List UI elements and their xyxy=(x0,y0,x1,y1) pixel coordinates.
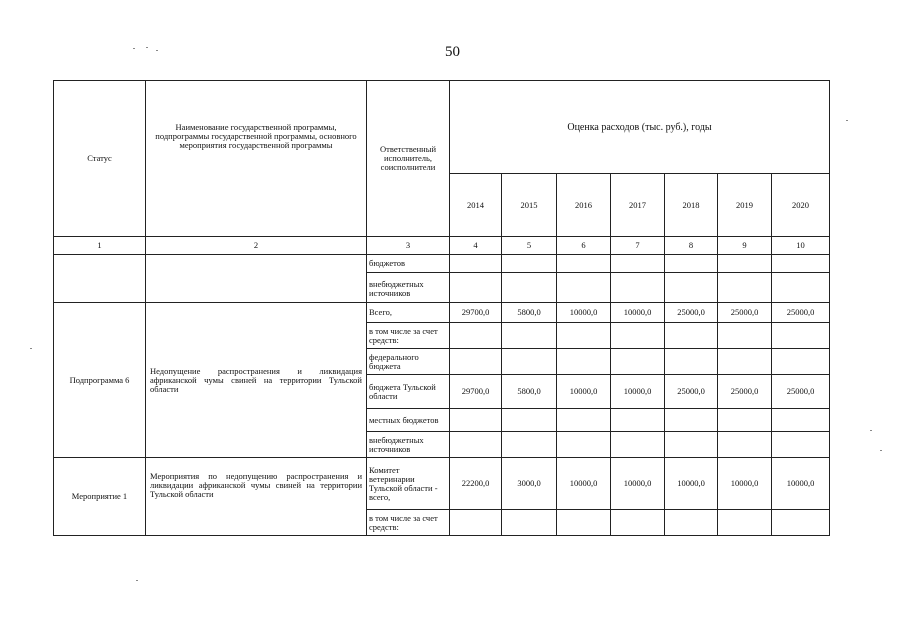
value-cell: 22200,0 xyxy=(450,458,502,510)
year-2015: 2015 xyxy=(502,174,557,237)
source-label: в том числе за счет средств: xyxy=(367,323,450,349)
value-cell: 10000,0 xyxy=(557,458,611,510)
header-name: Наименование государственной программы, подпрограммы государственной программы, основного мероприятия государственной программы xyxy=(146,81,367,237)
value-cell: 25000,0 xyxy=(718,303,772,323)
value-cell: 10000,0 xyxy=(611,375,665,409)
value-cell: 10000,0 xyxy=(557,375,611,409)
source-label: внебюджетных источников xyxy=(367,432,450,458)
value-cell: 25000,0 xyxy=(772,375,830,409)
value-cell: 5800,0 xyxy=(502,375,557,409)
scan-speck xyxy=(136,580,138,581)
status-subprogram-6: Подпрограмма 6 xyxy=(54,303,146,458)
source-label: Комитет ветеринарии Тульской области - всего, xyxy=(367,458,450,510)
source-label: внебюджетных источников xyxy=(367,273,450,303)
scan-speck xyxy=(846,120,848,121)
column-number: 5 xyxy=(502,237,557,255)
value-cell: 25000,0 xyxy=(772,303,830,323)
name-cell-empty xyxy=(146,255,367,303)
name-subprogram-6: Недопущение распространения и ликвидация африканской чумы свиней на территории Тульской области xyxy=(146,303,367,458)
header-costs: Оценка расходов (тыс. руб.), годы xyxy=(450,81,830,174)
year-2018: 2018 xyxy=(665,174,718,237)
value-cell: 3000,0 xyxy=(502,458,557,510)
scan-speck xyxy=(870,430,872,431)
source-label: Всего, xyxy=(367,303,450,323)
table-row xyxy=(54,255,830,273)
value-cell: 29700,0 xyxy=(450,375,502,409)
header-status: Статус xyxy=(54,81,146,237)
column-number: 1 xyxy=(54,237,146,255)
value-cell: 10000,0 xyxy=(718,458,772,510)
budget-table xyxy=(53,80,830,536)
column-number-row xyxy=(54,237,830,255)
column-number: 9 xyxy=(718,237,772,255)
name-event-1: Мероприятия по недопущению распространения и ликвидации африканской чумы свиней на территории Тульской области xyxy=(146,458,367,536)
column-number: 3 xyxy=(367,237,450,255)
table-row xyxy=(54,303,830,323)
value-cell: 10000,0 xyxy=(665,458,718,510)
status-event-1: Мероприятие 1 xyxy=(54,458,146,536)
column-number: 8 xyxy=(665,237,718,255)
value-cell: 25000,0 xyxy=(718,375,772,409)
value-cell: 10000,0 xyxy=(772,458,830,510)
value-cell: 25000,0 xyxy=(665,375,718,409)
scan-speck xyxy=(880,450,882,451)
value-cell: 29700,0 xyxy=(450,303,502,323)
year-2014: 2014 xyxy=(450,174,502,237)
year-2019: 2019 xyxy=(718,174,772,237)
header-responsible: Ответственный исполнитель, соисполнители xyxy=(367,81,450,237)
value-cell: 10000,0 xyxy=(557,303,611,323)
scan-speck xyxy=(30,348,32,349)
source-label: в том числе за счет средств: xyxy=(367,510,450,536)
source-label: местных бюджетов xyxy=(367,409,450,432)
value-cell: 10000,0 xyxy=(611,458,665,510)
value-cell: 25000,0 xyxy=(665,303,718,323)
table-row xyxy=(54,458,830,510)
year-2017: 2017 xyxy=(611,174,665,237)
source-label: федерального бюджета xyxy=(367,349,450,375)
value-cell: 5800,0 xyxy=(502,303,557,323)
source-label: бюджетов xyxy=(367,255,450,273)
column-number: 6 xyxy=(557,237,611,255)
page-number: 50 xyxy=(445,44,460,60)
scan-speck xyxy=(133,48,135,49)
year-2020: 2020 xyxy=(772,174,830,237)
column-number: 2 xyxy=(146,237,367,255)
source-label: бюджета Тульской области xyxy=(367,375,450,409)
status-cell-empty xyxy=(54,255,146,303)
column-number: 10 xyxy=(772,237,830,255)
column-number: 4 xyxy=(450,237,502,255)
scan-speck xyxy=(146,47,148,48)
value-cell: 10000,0 xyxy=(611,303,665,323)
column-number: 7 xyxy=(611,237,665,255)
year-2016: 2016 xyxy=(557,174,611,237)
scan-speck xyxy=(156,50,158,51)
